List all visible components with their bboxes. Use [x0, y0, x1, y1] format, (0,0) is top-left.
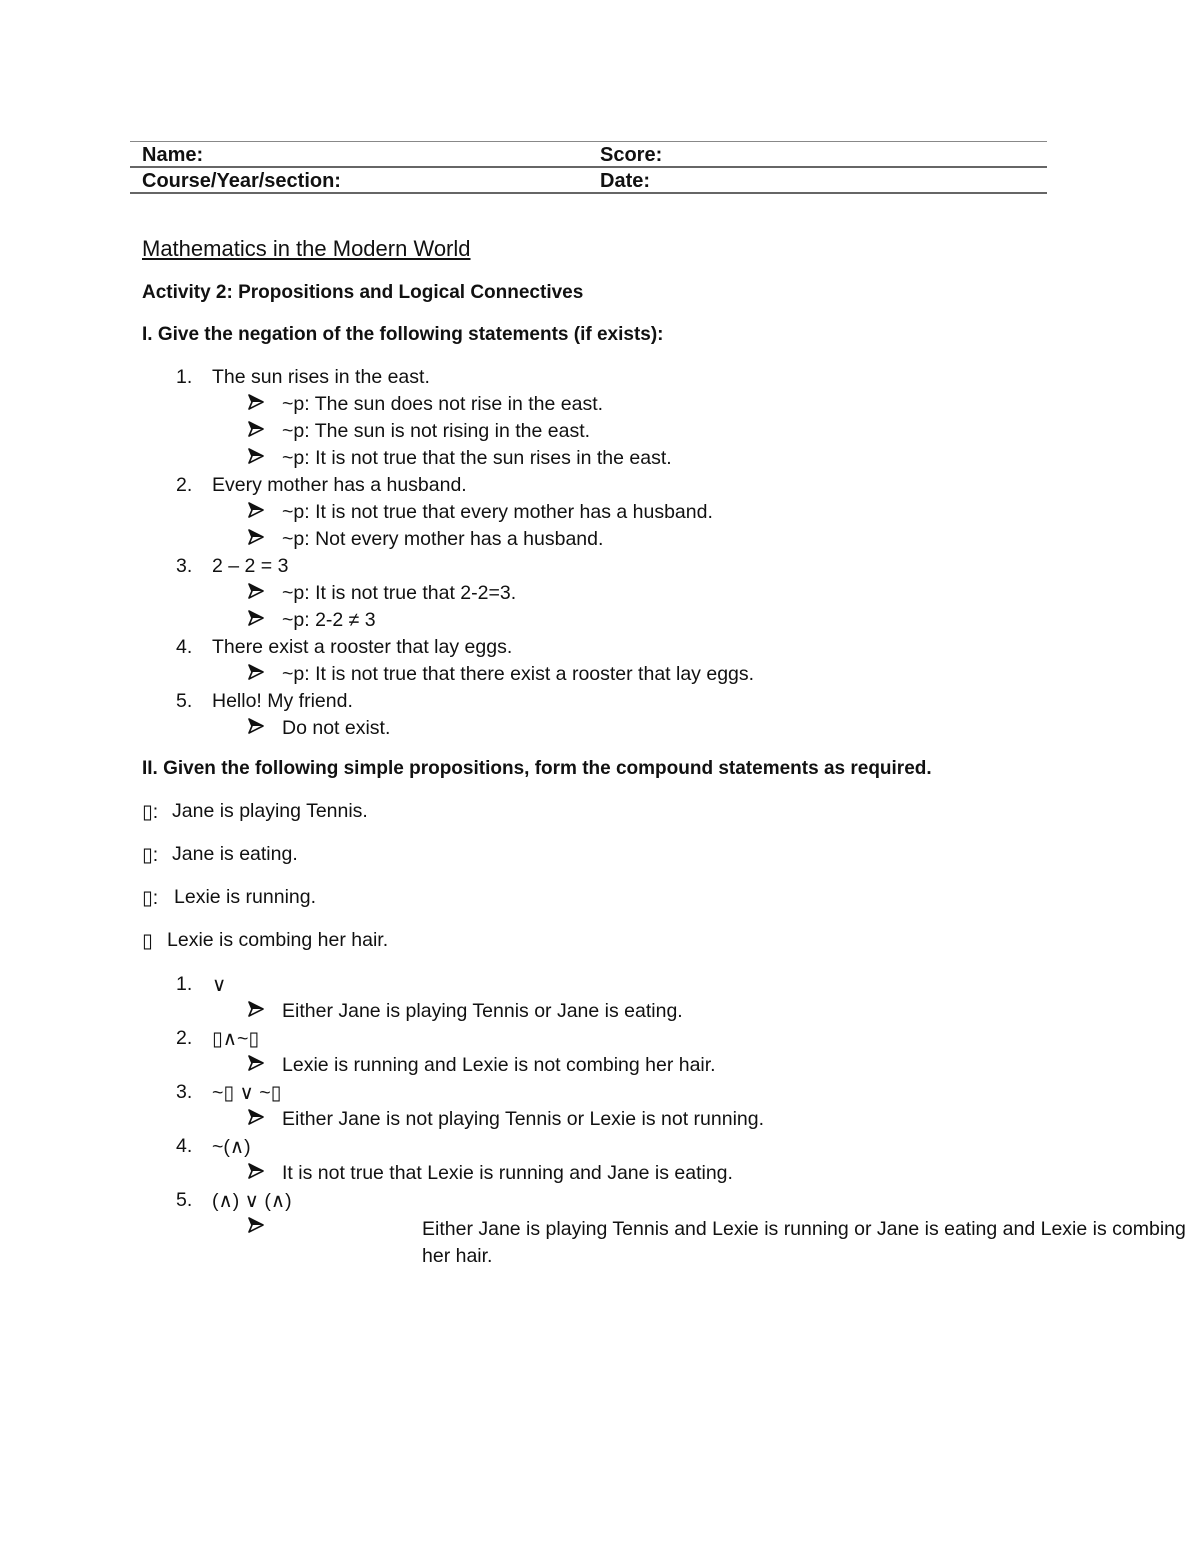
- arrowhead-bullet-icon: [248, 664, 264, 685]
- list-item: [142, 366, 1062, 393]
- item-expression: ∨: [212, 974, 227, 996]
- proposition-symbol: ▯:: [142, 887, 159, 909]
- answer-text: Either Jane is playing Tennis and Lexie is running or Jane is eating and Lexie is combing her hair.: [422, 1218, 1186, 1267]
- answer-item: [142, 1054, 1062, 1081]
- item-number: 1.: [176, 366, 193, 388]
- item-statement: Every mother has a husband.: [212, 474, 467, 496]
- proposition: [142, 886, 1062, 913]
- proposition: [142, 929, 1062, 956]
- item-number: 2.: [176, 474, 193, 496]
- proposition-symbol: ▯: [142, 930, 153, 952]
- answer-item: [142, 420, 1062, 447]
- answer-text: Either Jane is not playing Tennis or Lexie is not running.: [282, 1108, 765, 1130]
- name-label: Name:: [142, 144, 204, 166]
- answer-item: [142, 447, 1062, 474]
- course-label: Course/Year/section:: [142, 170, 341, 192]
- list-item: [142, 1027, 1062, 1054]
- arrowhead-bullet-icon: [248, 529, 264, 550]
- part1-list: [142, 366, 1062, 744]
- arrowhead-bullet-icon: [248, 448, 264, 469]
- proposition-text: Lexie is running.: [174, 886, 317, 908]
- item-number: 3.: [176, 555, 193, 577]
- part1-heading: I. Give the negation of the following statements (if exists):: [142, 324, 664, 345]
- score-label: Score:: [600, 144, 663, 166]
- arrowhead-bullet-icon: [248, 1001, 264, 1022]
- answer-item: [142, 1000, 1062, 1027]
- arrowhead-bullet-icon: [248, 421, 264, 442]
- answer-item: [142, 501, 1062, 528]
- answer-text: ~p: 2-2 ≠ 3: [282, 609, 376, 631]
- header-table: [130, 141, 1047, 194]
- header-row-2: [130, 166, 1047, 194]
- list-item: [142, 1189, 1062, 1216]
- arrowhead-bullet-icon: [248, 583, 264, 604]
- activity-heading: Activity 2: Propositions and Logical Connectives: [142, 282, 584, 303]
- proposition: [142, 800, 1062, 827]
- page-title: Mathematics in the Modern World: [142, 236, 471, 261]
- answer-text: ~p: It is not true that 2-2=3.: [282, 582, 517, 604]
- list-item: [142, 474, 1062, 501]
- part2-list: [142, 973, 1186, 1270]
- answer-item: [142, 1162, 1062, 1189]
- list-item: [142, 1135, 1062, 1162]
- list-item: [142, 973, 1062, 1000]
- arrowhead-bullet-icon: [248, 1163, 264, 1184]
- item-expression: ~(∧): [212, 1136, 251, 1158]
- item-expression: ~▯ ∨ ~▯: [212, 1082, 282, 1104]
- answer-text: ~p: It is not true that every mother has a husband.: [282, 501, 713, 523]
- item-statement: 2 – 2 = 3: [212, 555, 289, 577]
- answer-text: Either Jane is playing Tennis or Jane is eating.: [282, 1000, 683, 1022]
- proposition-symbol: ▯:: [142, 844, 159, 866]
- proposition-text: Jane is playing Tennis.: [172, 800, 368, 822]
- list-item: [142, 555, 1062, 582]
- answer-item: [142, 663, 1062, 690]
- header-row-1: [130, 141, 1047, 166]
- propositions: [142, 800, 1062, 956]
- arrowhead-bullet-icon: [248, 1109, 264, 1130]
- answer-item: [142, 1216, 1186, 1270]
- answer-item: [142, 717, 1062, 744]
- proposition-symbol: ▯:: [142, 801, 159, 823]
- answer-text: ~p: The sun is not rising in the east.: [282, 420, 591, 442]
- item-number: 2.: [176, 1027, 193, 1049]
- item-number: 5.: [176, 690, 193, 712]
- part2-heading: II. Given the following simple propositions, form the compound statements as required.: [142, 758, 932, 779]
- item-statement: Hello! My friend.: [212, 690, 353, 712]
- proposition-text: Lexie is combing her hair.: [167, 929, 389, 951]
- item-statement: The sun rises in the east.: [212, 366, 430, 388]
- answer-item: [142, 393, 1062, 420]
- item-number: 5.: [176, 1189, 193, 1211]
- answer-text: Lexie is running and Lexie is not combing her hair.: [282, 1054, 716, 1076]
- proposition-text: Jane is eating.: [172, 843, 298, 865]
- answer-text: It is not true that Lexie is running and Jane is eating.: [282, 1162, 733, 1184]
- answer-text: ~p: Not every mother has a husband.: [282, 528, 604, 550]
- list-item: [142, 636, 1062, 663]
- arrowhead-bullet-icon: [248, 1217, 264, 1238]
- answer-item: [142, 528, 1062, 555]
- item-number: 1.: [176, 973, 193, 995]
- item-number: 3.: [176, 1081, 193, 1103]
- document-body: [142, 236, 1186, 1270]
- item-number: 4.: [176, 1135, 193, 1157]
- item-statement: There exist a rooster that lay eggs.: [212, 636, 513, 658]
- arrowhead-bullet-icon: [248, 502, 264, 523]
- arrowhead-bullet-icon: [248, 1055, 264, 1076]
- answer-item: [142, 1108, 1062, 1135]
- date-label: Date:: [600, 170, 651, 192]
- answer-item: [142, 582, 1062, 609]
- answer-text: ~p: The sun does not rise in the east.: [282, 393, 604, 415]
- answer-text: ~p: It is not true that there exist a rooster that lay eggs.: [282, 663, 755, 685]
- list-item: [142, 1081, 1062, 1108]
- item-number: 4.: [176, 636, 193, 658]
- arrowhead-bullet-icon: [248, 718, 264, 739]
- item-expression: (∧) ∨ (∧): [212, 1190, 292, 1212]
- proposition: [142, 843, 1062, 870]
- arrowhead-bullet-icon: [248, 394, 264, 415]
- item-expression: ▯∧~▯: [212, 1028, 260, 1050]
- answer-text: ~p: It is not true that the sun rises in the east.: [282, 447, 672, 469]
- arrowhead-bullet-icon: [248, 610, 264, 631]
- answer-item: [142, 609, 1062, 636]
- answer-text: Do not exist.: [282, 717, 391, 739]
- list-item: [142, 690, 1062, 717]
